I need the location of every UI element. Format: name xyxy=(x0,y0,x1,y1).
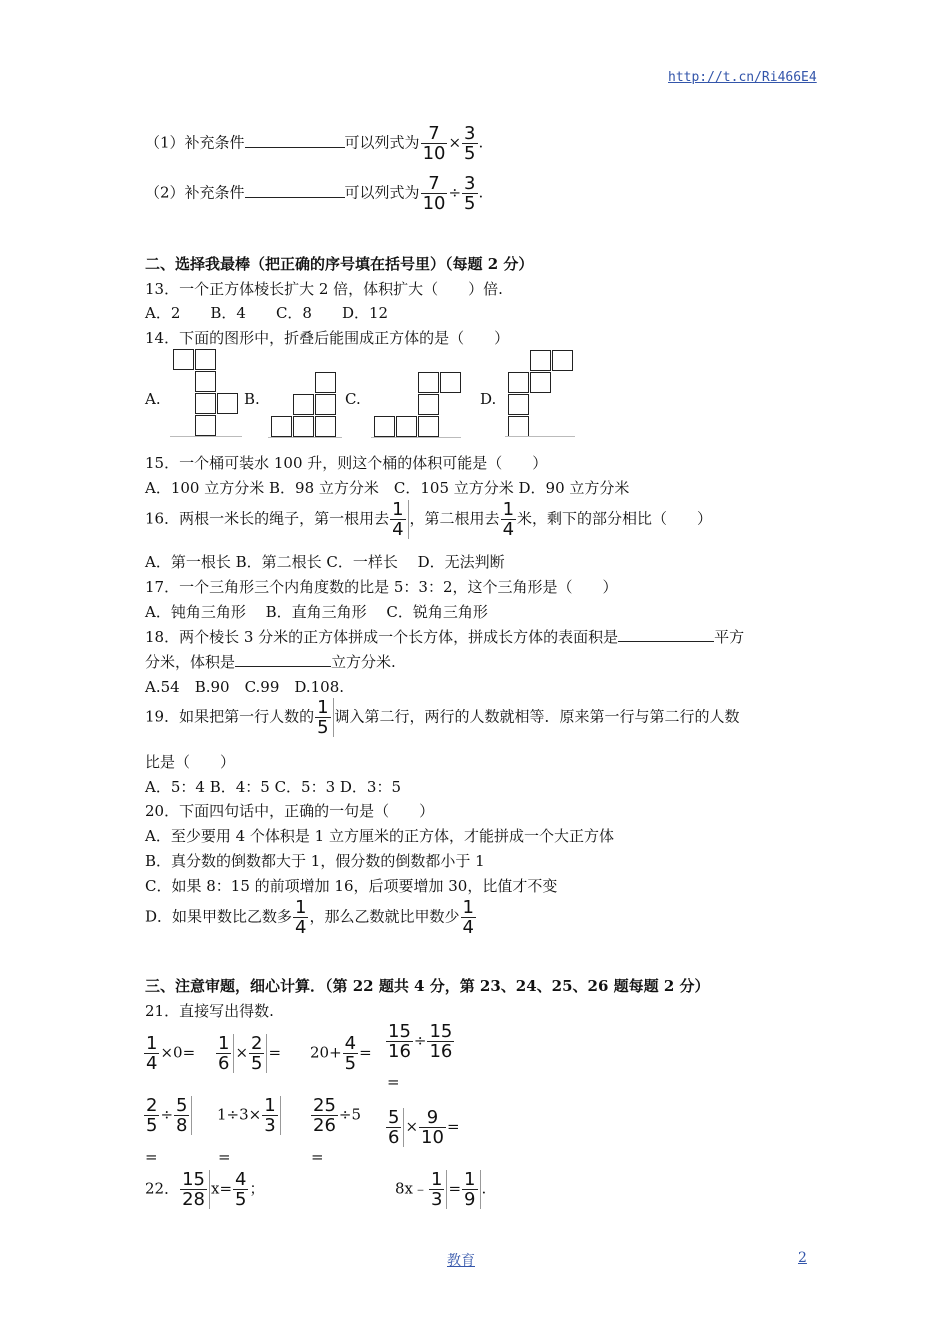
fraction: $\frac{25}{26}$ xyxy=(313,1095,336,1136)
fraction: $\frac{1}{4}$ xyxy=(295,897,307,938)
fraction: $\frac{15}{28}$ xyxy=(180,1170,210,1209)
answer-blank[interactable] xyxy=(245,133,345,148)
q17-text: 17．一个三角形三个内角度数的比是 5：3：2，这个三角形是（ ） xyxy=(145,578,618,596)
q15-text: 15．一个桶可装水 100 升，则这个桶的体积可能是（ ） xyxy=(145,454,548,472)
q18-line2b: 立方分米. xyxy=(331,653,396,671)
q21-text: 21．直接写出得数. xyxy=(145,1002,274,1020)
q21-expr-5-equals: = xyxy=(145,1148,158,1166)
operator: × xyxy=(235,1043,249,1062)
q15-options: A．100 立方分米 B．98 立方分米 C．105 立方分米 D．90 立方分米 xyxy=(145,479,630,497)
q16-mid: ，第二根用去 xyxy=(409,509,500,528)
q22-expr-2 xyxy=(395,1170,486,1209)
q19-pre: 19．如果把第一行人数的 xyxy=(145,707,315,726)
q12-item1 xyxy=(145,124,483,163)
fraction: $\frac{15}{16}$ xyxy=(388,1021,411,1062)
q21-expr-6 xyxy=(217,1096,282,1135)
fraction: $\frac{1}{4}$ xyxy=(390,500,408,539)
q21-expr-6-equals: = xyxy=(218,1148,231,1166)
q14-option-a-label: A. xyxy=(145,390,161,408)
fraction: $\frac{4}{5}$ xyxy=(235,1169,247,1210)
expr-tail: ×0= xyxy=(160,1043,196,1062)
q17-options: A．钝角三角形 B．直角三角形 C．锐角三角形 xyxy=(145,603,488,621)
q12-item1-label: （1）补充条件 xyxy=(145,133,245,152)
fraction: $\frac{3}{5}$ xyxy=(464,123,476,164)
q21-expr-3 xyxy=(310,1034,372,1073)
expr-pre: 1÷3× xyxy=(217,1105,262,1124)
period: . xyxy=(478,133,484,152)
q18-line1b: 平方 xyxy=(714,628,745,646)
fraction: $\frac{2}{5}$ xyxy=(146,1095,158,1136)
answer-blank[interactable] xyxy=(245,183,345,198)
expr-mid: x= xyxy=(211,1179,233,1198)
q21-expr-4-equals: = xyxy=(387,1073,400,1091)
cube-net-b xyxy=(271,372,343,439)
q18-options: A.54 B.90 C.99 D.108. xyxy=(145,678,345,696)
fraction: $\frac{1}{3}$ xyxy=(262,1096,280,1135)
fraction: $\frac{1}{6}$ xyxy=(216,1034,234,1073)
fraction: $\frac{15}{16}$ xyxy=(429,1021,453,1062)
fraction: $\frac{1}{4}$ xyxy=(462,897,474,938)
operator: × xyxy=(448,133,462,152)
operator: ÷ xyxy=(448,183,462,202)
cube-net-c xyxy=(374,372,464,439)
q21-expr-5 xyxy=(143,1096,193,1135)
q12-item2-label: （2）补充条件 xyxy=(145,183,245,202)
expr-tail: = xyxy=(268,1043,282,1062)
q21-expr-2 xyxy=(215,1034,281,1073)
page-number: 2 xyxy=(798,1250,807,1266)
q18-line2 xyxy=(145,651,396,672)
fraction: $\frac{2}{5}$ xyxy=(249,1034,267,1073)
q12-item2-mid: 可以列式为 xyxy=(344,183,420,202)
q18-line1 xyxy=(145,626,744,647)
header-link[interactable]: http://t.cn/Ri466E4 xyxy=(668,70,817,85)
answer-blank[interactable] xyxy=(618,627,714,642)
period: . xyxy=(478,183,484,202)
fraction: $\frac{5}{8}$ xyxy=(174,1096,192,1135)
q19-options: A．5：4 B．4：5 C．5：3 D．3：5 xyxy=(145,778,402,796)
q22-row xyxy=(145,1170,265,1209)
q12-item2 xyxy=(145,174,483,213)
fraction: $\frac{1}{4}$ xyxy=(502,499,515,540)
fraction: $\frac{7}{10}$ xyxy=(422,173,446,214)
q21-expr-7 xyxy=(310,1096,361,1135)
expr-pre: 8x﹣ xyxy=(395,1179,429,1198)
fraction: $\frac{1}{3}$ xyxy=(429,1170,447,1209)
q20-option-d xyxy=(145,898,477,937)
expr-mid: = xyxy=(448,1179,462,1198)
q16-options: A．第一根长 B．第二根长 C．一样长 D．无法判断 xyxy=(145,553,505,571)
q13-options: A．2 B．4 C．8 D．12 xyxy=(145,304,389,322)
q13-text: 13．一个正方体棱长扩大 2 倍，体积扩大（ ）倍. xyxy=(145,280,503,298)
q18-line2a: 分米，体积是 xyxy=(145,653,236,671)
q18-line1a: 18．两个棱长 3 分米的正方体拼成一个长方体，拼成长方体的表面积是 xyxy=(145,628,619,646)
q16-post: 米，剩下的部分相比（ ） xyxy=(517,509,713,528)
q20-option-a: A．至少要用 4 个体积是 1 立方厘米的正方体，才能拼成一个大正方体 xyxy=(145,827,614,845)
section2-title: 二、选择我最棒（把正确的序号填在括号里）（每题 2 分） xyxy=(145,255,534,273)
operator: × xyxy=(405,1117,419,1136)
q19-text xyxy=(145,698,740,737)
fraction: $\frac{5}{6}$ xyxy=(386,1108,404,1147)
fraction: $\frac{7}{10}$ xyxy=(422,123,446,164)
cube-net-d xyxy=(508,350,578,439)
q21-expr-7-equals: = xyxy=(311,1148,324,1166)
footer-link[interactable]: 教育 xyxy=(447,1253,475,1269)
operator: ÷ xyxy=(413,1031,427,1050)
cube-net-a xyxy=(173,349,243,439)
q20-text: 20．下面四句话中，正确的一句是（ ） xyxy=(145,802,435,820)
fraction: $\frac{4}{5}$ xyxy=(344,1033,357,1074)
q14-option-b-label: B. xyxy=(244,390,260,408)
fraction: $\frac{9}{10}$ xyxy=(421,1107,444,1148)
q20-option-c: C．如果 8：15 的前项增加 16，后项要增加 30，比值才不变 xyxy=(145,877,558,895)
q14-option-d-label: D. xyxy=(480,390,497,408)
q14-option-c-label: C. xyxy=(345,390,361,408)
q12-item1-mid: 可以列式为 xyxy=(344,133,420,152)
section3-title: 三、注意审题，细心计算．（第 22 题共 4 分，第 23、24、25、26 题每题 2 分） xyxy=(145,977,710,995)
q22-label: 22． xyxy=(145,1179,180,1198)
expr-end: ； xyxy=(249,1179,265,1198)
q16-text xyxy=(145,500,712,539)
fraction: $\frac{1}{5}$ xyxy=(315,698,333,737)
expr-tail: = xyxy=(446,1117,460,1136)
q20-d-pre: D．如果甲数比乙数多 xyxy=(145,907,293,926)
q20-option-b: B．真分数的倒数都大于 1，假分数的倒数都小于 1 xyxy=(145,852,485,870)
answer-blank[interactable] xyxy=(235,652,331,667)
fraction: $\frac{1}{9}$ xyxy=(462,1170,480,1209)
q21-expr-1 xyxy=(143,1034,195,1073)
q21-expr-8 xyxy=(385,1108,460,1147)
fraction: $\frac{3}{5}$ xyxy=(464,173,476,214)
q19-line2: 比是（ ） xyxy=(145,753,236,771)
fraction: $\frac{1}{4}$ xyxy=(146,1033,158,1074)
q16-pre: 16．两根一米长的绳子，第一根用去 xyxy=(145,509,390,528)
expr-post: ÷5 xyxy=(338,1105,362,1124)
expr-tail: = xyxy=(359,1043,372,1062)
expr-pre: 20+ xyxy=(310,1043,342,1062)
q20-d-mid: ，那么乙数就比甲数少 xyxy=(309,907,460,926)
expr-end: . xyxy=(481,1179,487,1198)
q21-expr-4 xyxy=(385,1022,455,1061)
q14-text: 14．下面的图形中，折叠后能围成正方体的是（ ） xyxy=(145,329,510,347)
operator: ÷ xyxy=(160,1105,174,1124)
q19-post: 调入第二行，两行的人数就相等．原来第一行与第二行的人数 xyxy=(334,707,740,726)
